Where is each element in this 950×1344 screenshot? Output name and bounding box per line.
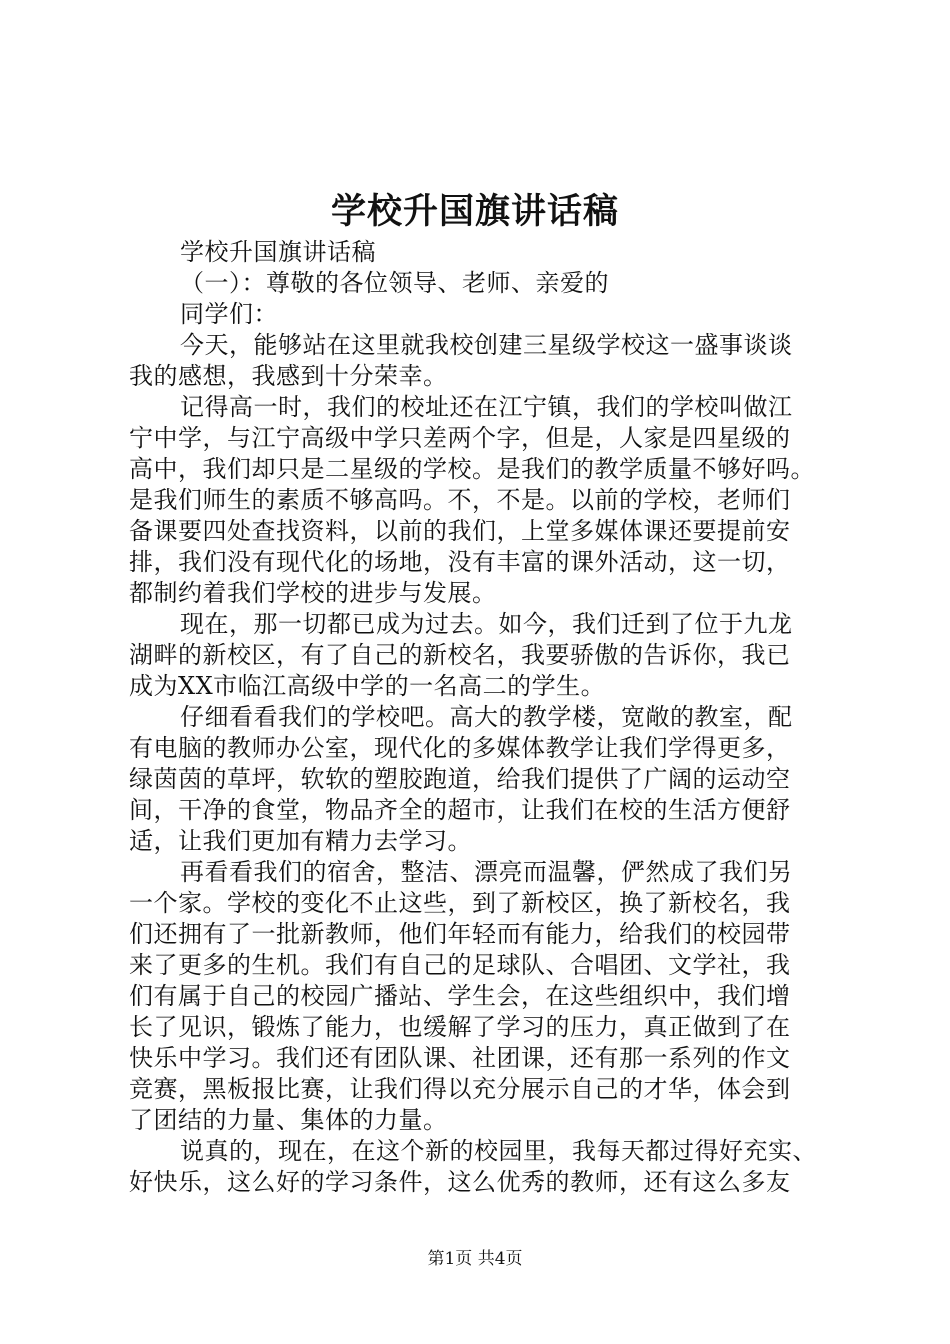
paragraph-line: 我的感想，我感到十分荣幸。: [129, 362, 448, 390]
paragraph-line: 了团结的力量、集体的力量。: [129, 1106, 448, 1134]
paragraph-line: 们有属于自己的校园广播站、学生会，在这些组织中，我们增: [129, 982, 791, 1010]
paragraph-line: 一个家。学校的变化不止这些，到了新校区，换了新校名，我: [129, 889, 791, 917]
paragraph-line: 高中，我们却只是二星级的学校。是我们的教学质量不够好吗。: [129, 455, 815, 483]
paragraph-line: 好快乐，这么好的学习条件，这么优秀的教师，还有这么多友: [129, 1168, 791, 1196]
paragraph-line: 排，我们没有现代化的场地，没有丰富的课外活动，这一切，: [129, 548, 791, 576]
paragraph-line: 现在，那一切都已成为过去。如今，我们迁到了位于九龙: [180, 610, 793, 638]
paragraph-line: 宁中学，与江宁高级中学只差两个字，但是，人家是四星级的: [129, 424, 791, 452]
paragraph-line: 间，干净的食堂，物品齐全的超市，让我们在校的生活方便舒: [129, 796, 791, 824]
paragraph-line: 竞赛，黑板报比赛，让我们得以充分展示自己的才华，体会到: [129, 1075, 791, 1103]
paragraph-line: 快乐中学习。我们还有团队课、社团课，还有那一系列的作文: [129, 1044, 791, 1072]
paragraph-line: 记得高一时，我们的校址还在江宁镇，我们的学校叫做江: [180, 393, 793, 421]
paragraph-line: 湖畔的新校区，有了自己的新校名，我要骄傲的告诉你，我已: [129, 641, 791, 669]
document-title: 学校升国旗讲话稿: [330, 191, 619, 232]
paragraph-line: 有电脑的教师办公室，现代化的多媒体教学让我们学得更多，: [129, 734, 791, 762]
paragraph-line: 们还拥有了一批新教师，他们年轻而有能力，给我们的校园带: [129, 920, 791, 948]
paragraph-line: 绿茵茵的草坪，软软的塑胶跑道，给我们提供了广阔的运动空: [129, 765, 791, 793]
paragraph-line: 是我们师生的素质不够高吗。不，不是。以前的学校，老师们: [129, 486, 791, 514]
paragraph-line: 再看看我们的宿舍，整洁、漂亮而温馨，俨然成了我们另: [180, 858, 793, 886]
page-number-footer: 第1页 共4页: [427, 1249, 523, 1269]
paragraph-line: 今天，能够站在这里就我校创建三星级学校这一盛事谈谈: [180, 331, 793, 359]
greeting-line: 同学们：: [180, 300, 278, 328]
paragraph-line: 来了更多的生机。我们有自己的足球队、合唱团、文学社，我: [129, 951, 791, 979]
paragraph-line: 都制约着我们学校的进步与发展。: [129, 579, 497, 607]
paragraph-line: 成为XX市临江高级中学的一名高二的学生。: [129, 672, 606, 700]
paragraph-line: 适，让我们更加有精力去学习。: [129, 827, 472, 855]
paragraph-line: 备课要四处查找资料，以前的我们，上堂多媒体课还要提前安: [129, 517, 791, 545]
paragraph-line: 长了见识，锻炼了能力，也缓解了学习的压力，真正做到了在: [129, 1013, 791, 1041]
paragraph-line: 仔细看看我们的学校吧。高大的教学楼，宽敞的教室，配: [180, 703, 793, 731]
greeting-line: （一）：尊敬的各位领导、老师、亲爱的: [180, 269, 609, 297]
subtitle-line: 学校升国旗讲话稿: [180, 238, 376, 266]
paragraph-line: 说真的，现在，在这个新的校园里，我每天都过得好充实、: [180, 1137, 817, 1165]
